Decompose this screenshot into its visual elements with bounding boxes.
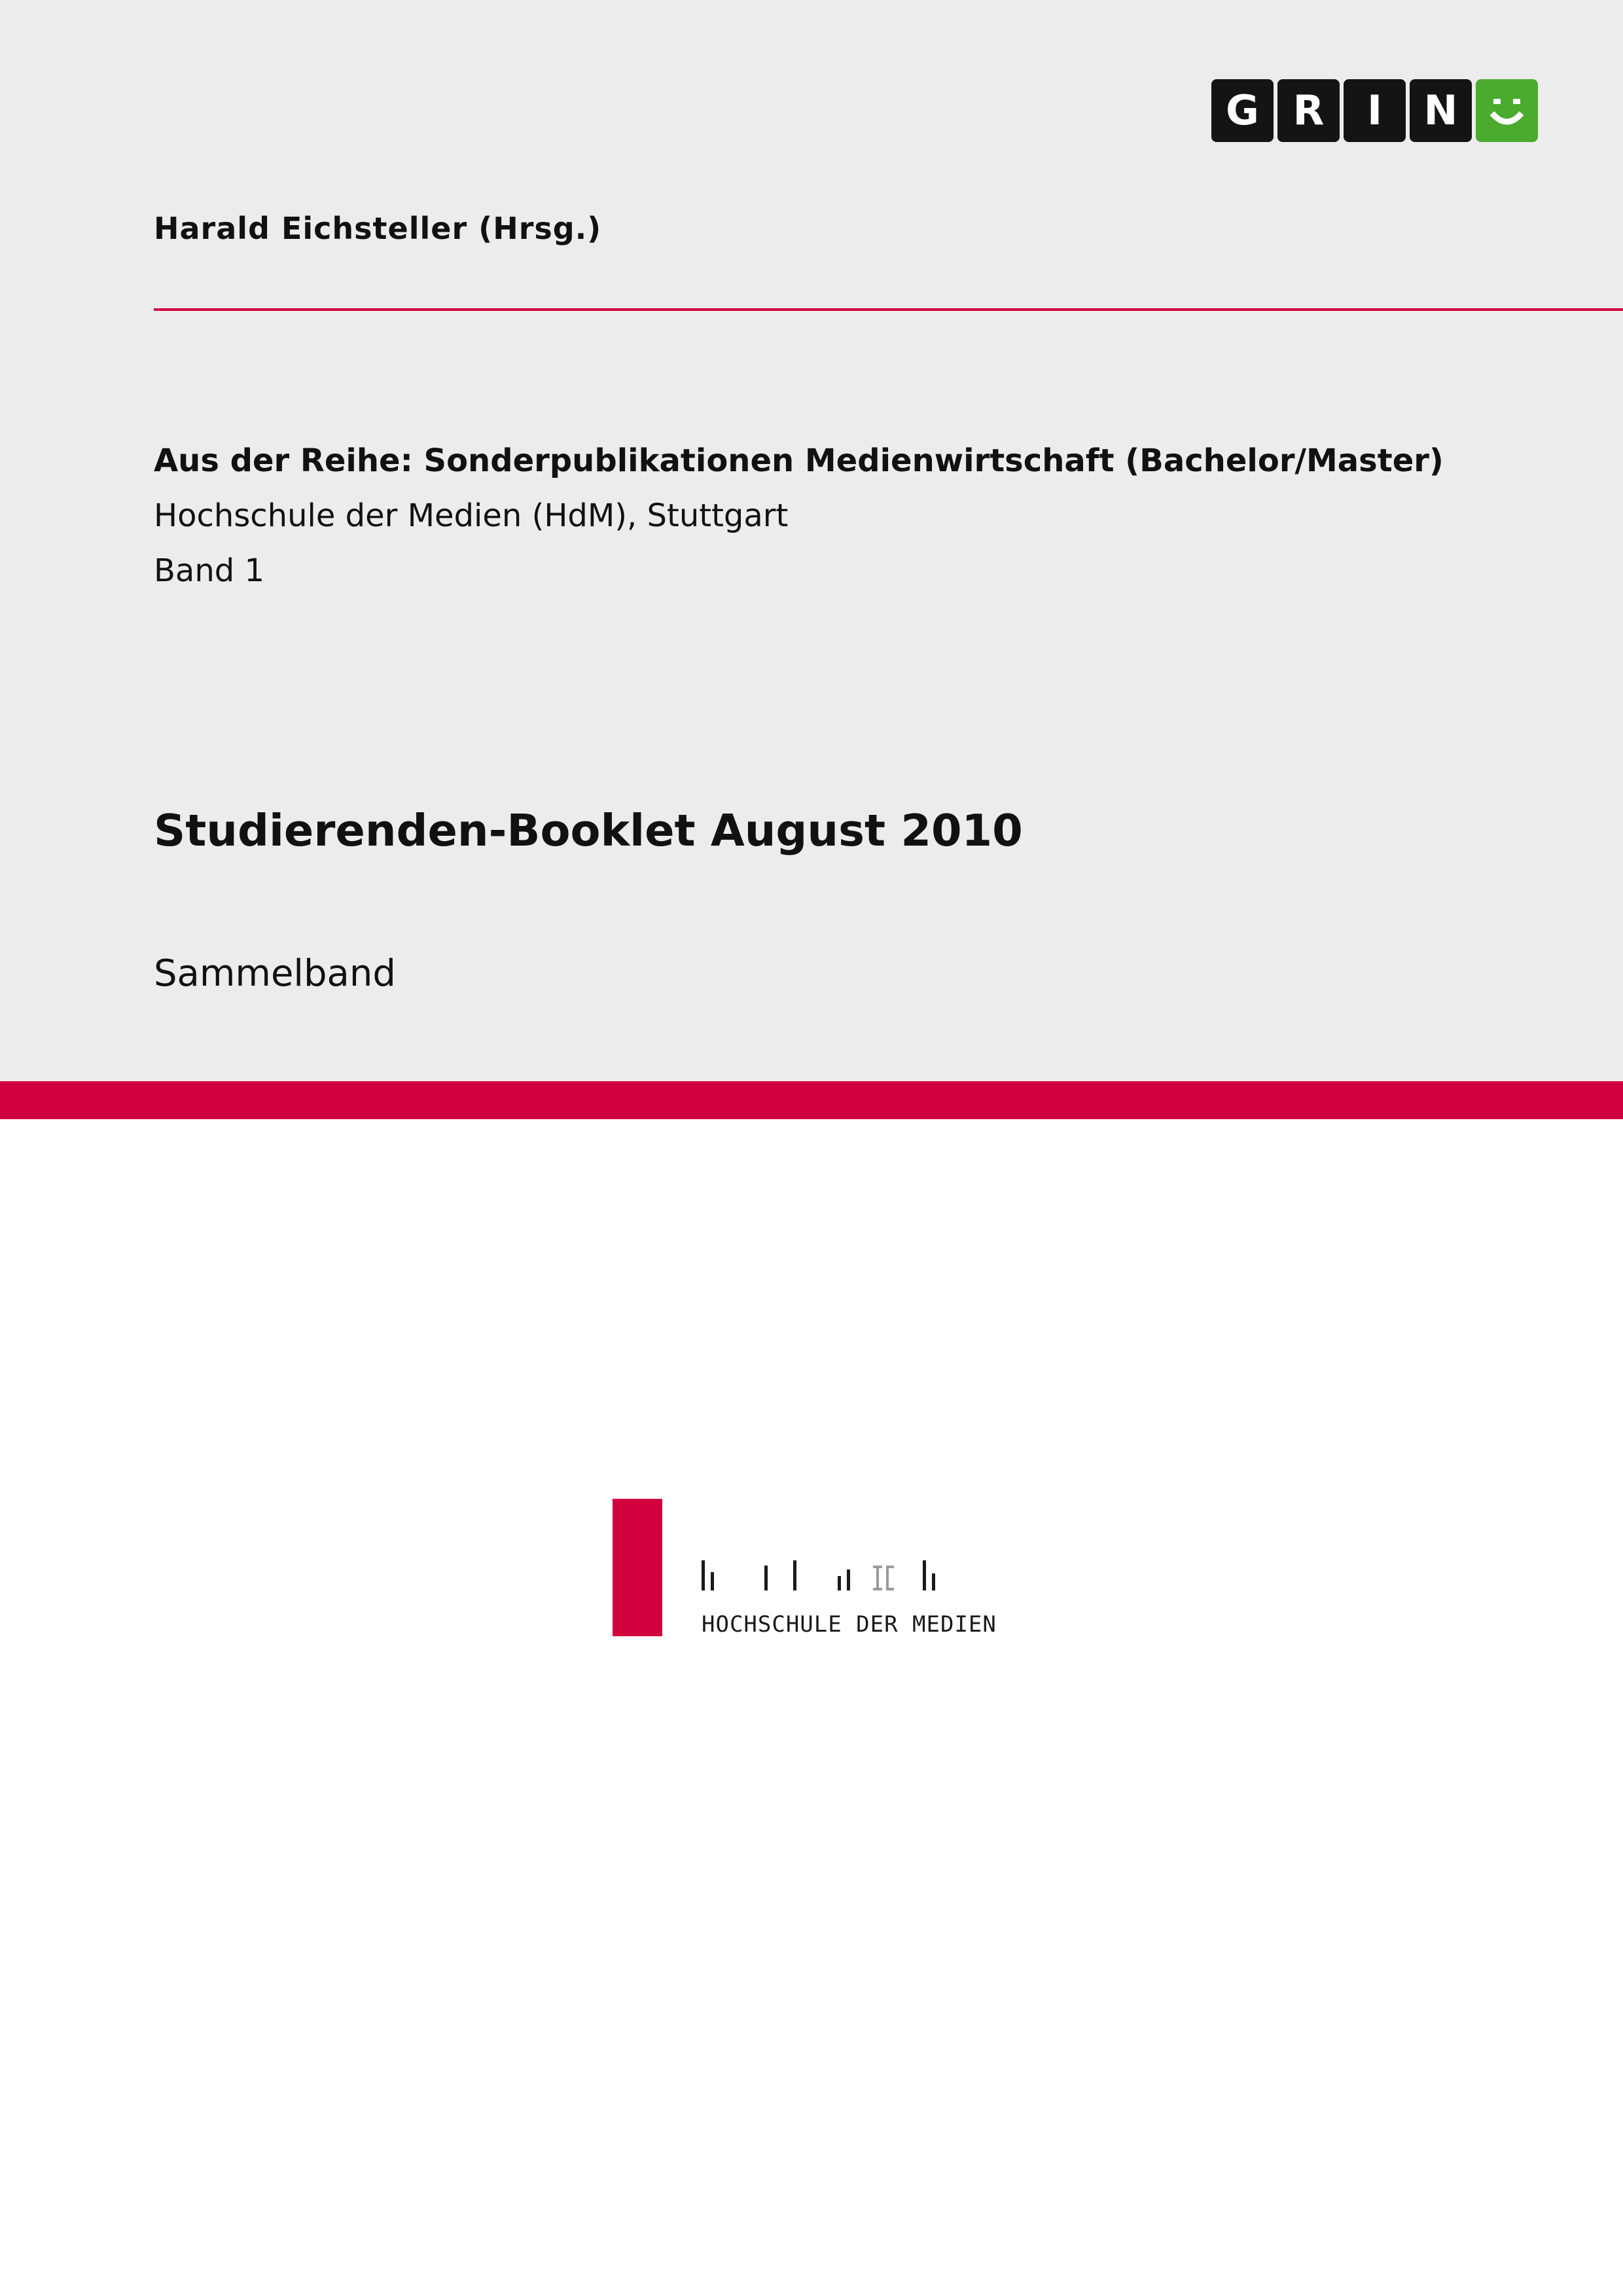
divider-rule xyxy=(154,308,1623,311)
hdm-logo-text: HOCHSCHULE DER MEDIEN xyxy=(702,1611,997,1638)
series-title: Aus der Reihe: Sonderpublikationen Medienwirtschaft (Bachelor/Master) xyxy=(154,442,1444,479)
cover-top-panel xyxy=(0,0,1623,1081)
grin-letter-r: R xyxy=(1277,79,1340,142)
series-volume: Band 1 xyxy=(154,552,265,589)
grin-letter-g: G xyxy=(1211,79,1274,142)
smiley-face-icon xyxy=(1476,79,1538,142)
accent-band xyxy=(0,1081,1623,1119)
hdm-institution-logo xyxy=(613,1499,1031,1643)
book-type: Sammelband xyxy=(154,952,396,995)
grin-letter-n: N xyxy=(1410,79,1472,142)
series-institution: Hochschule der Medien (HdM), Stuttgart xyxy=(154,497,789,534)
grin-letter-i: I xyxy=(1344,79,1406,142)
book-title: Studierenden-Booklet August 2010 xyxy=(154,805,1023,856)
author-name: Harald Eichsteller (Hrsg.) xyxy=(154,211,602,246)
grin-publisher-logo xyxy=(1211,79,1538,142)
hdm-logo-bar xyxy=(613,1499,662,1636)
hdm-logo-glyphs xyxy=(702,1556,963,1596)
